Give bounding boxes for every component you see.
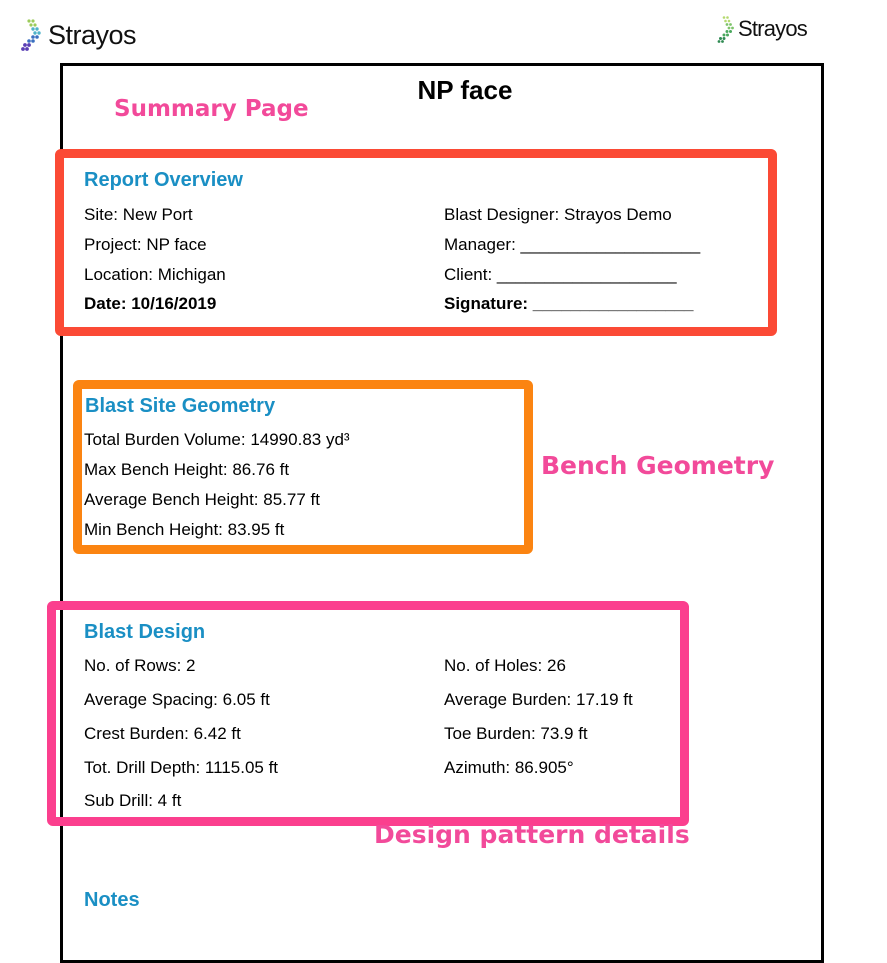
overview-signature: Signature: _________________ [444, 294, 694, 313]
design-holes: No. of Holes: 26 [444, 656, 566, 675]
design-average-burden: Average Burden: 17.19 ft [444, 690, 633, 709]
overview-manager: Manager: ___________________ [444, 235, 701, 254]
notes-title: Notes [84, 889, 140, 911]
overview-blast-designer: Blast Designer: Strayos Demo [444, 205, 672, 224]
geometry-max-bench-height: Max Bench Height: 86.76 ft [84, 460, 290, 479]
design-sub-drill: Sub Drill: 4 ft [84, 791, 182, 810]
overview-project: Project: NP face [84, 235, 207, 254]
geometry-title: Blast Site Geometry [85, 395, 276, 417]
report-title: NP face [417, 75, 513, 105]
design-toe-burden: Toe Burden: 73.9 ft [444, 724, 588, 743]
overview-title: Report Overview [84, 169, 243, 191]
design-crest-burden: Crest Burden: 6.42 ft [84, 724, 241, 743]
strayos-header-logo-text: Strayos [738, 16, 807, 41]
geometry-total-burden-volume: Total Burden Volume: 14990.83 yd³ [84, 430, 350, 449]
annotation-summary-page: Summary Page [114, 96, 309, 122]
geometry-min-bench-height: Min Bench Height: 83.95 ft [84, 520, 285, 539]
strayos-logo-text: Strayos [48, 19, 137, 50]
overview-date: Date: 10/16/2019 [84, 294, 217, 313]
annotation-bench-geometry: Bench Geometry [541, 451, 775, 480]
strayos-dots-icon [20, 18, 46, 52]
design-total-drill-depth: Tot. Drill Depth: 1115.05 ft [84, 758, 279, 777]
overview-site: Site: New Port [84, 205, 193, 224]
strayos-logo-large [20, 18, 136, 52]
design-azimuth: Azimuth: 86.905° [444, 758, 574, 777]
design-average-spacing: Average Spacing: 6.05 ft [84, 690, 270, 709]
strayos-logo-header [716, 15, 807, 43]
strayos-dots-icon [716, 15, 736, 43]
design-title: Blast Design [84, 621, 206, 643]
overview-client: Client: ___________________ [444, 265, 677, 284]
overview-location: Location: Michigan [84, 265, 226, 284]
design-rows: No. of Rows: 2 [84, 656, 196, 675]
annotation-design-pattern-details: Design pattern details [374, 820, 690, 849]
geometry-average-bench-height: Average Bench Height: 85.77 ft [84, 490, 320, 509]
